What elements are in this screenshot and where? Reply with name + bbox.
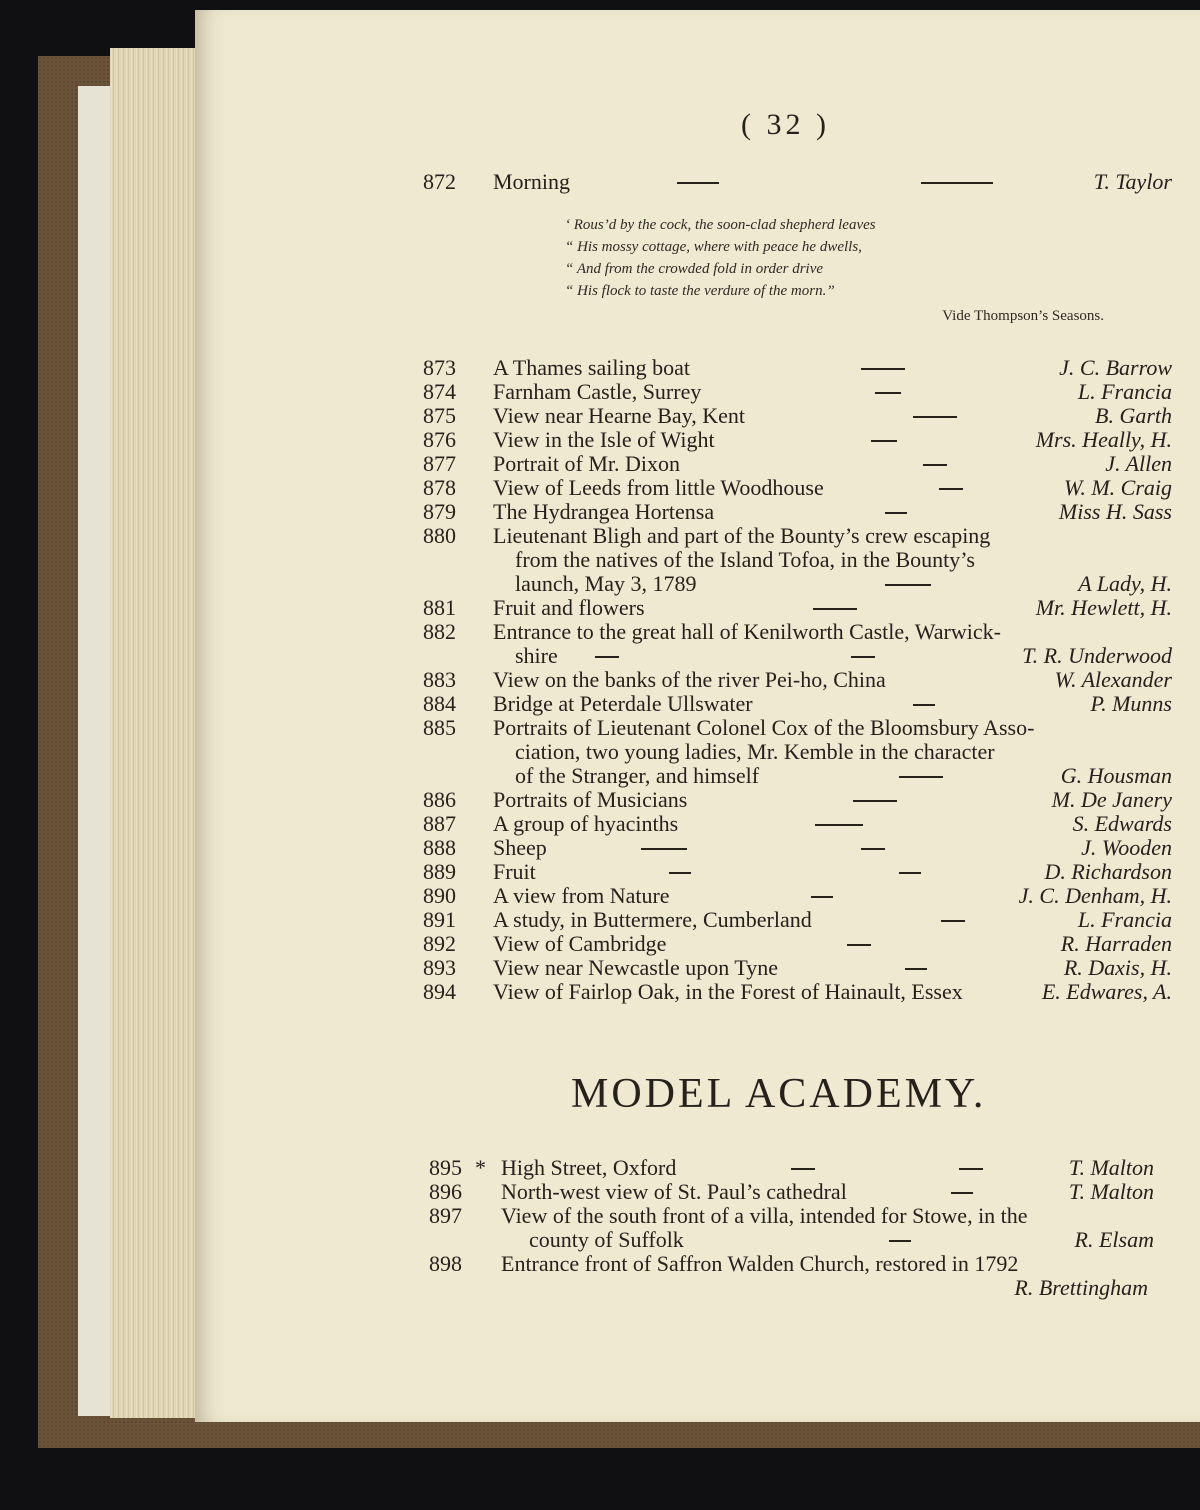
- entry-title-line: from the natives of the Island Tofoa, in the Bounty’s: [515, 547, 975, 572]
- entry-number: 887: [423, 811, 456, 836]
- dash-rule: [913, 704, 935, 706]
- entry-title: Portraits of Musicians: [493, 787, 688, 812]
- entry-artist: A Lady, H.: [1078, 571, 1172, 596]
- list-item-continuation: [195, 572, 1200, 596]
- entry-mark: *: [475, 1155, 486, 1180]
- dash-rule: [875, 392, 901, 394]
- entry-title: View of Leeds from little Woodhouse: [493, 475, 824, 500]
- entry-title: A Thames sailing boat: [493, 355, 690, 380]
- entry-title-line: launch, May 3, 1789: [515, 571, 697, 596]
- list-item: [195, 356, 1200, 380]
- dash-rule: [669, 872, 691, 874]
- list-item: [195, 428, 1200, 452]
- entry-artist: P. Munns: [1090, 691, 1172, 716]
- list-item: [195, 1204, 1200, 1228]
- entry-number: 882: [423, 619, 456, 644]
- entry-artist: J. C. Denham, H.: [1018, 883, 1172, 908]
- entry-title-line: county of Suffolk: [529, 1227, 684, 1252]
- dash-rule: [861, 848, 885, 850]
- list-item-continuation: [195, 644, 1200, 668]
- entry-number: 877: [423, 451, 456, 476]
- dash-rule: [959, 1168, 983, 1170]
- entry-artist: T. Malton: [1068, 1179, 1154, 1204]
- dash-rule: [941, 920, 965, 922]
- entry-title: View of the south front of a villa, intended for Stowe, in the: [501, 1203, 1028, 1228]
- entry-title: Portrait of Mr. Dixon: [493, 451, 680, 476]
- dash-rule: [811, 896, 833, 898]
- entry-artist: Mr. Hewlett, H.: [1035, 595, 1172, 620]
- dash-rule: [791, 1168, 815, 1170]
- entry-number: 879: [423, 499, 456, 524]
- list-item: [195, 812, 1200, 836]
- dash-rule: [921, 182, 993, 184]
- list-item: [195, 1180, 1200, 1204]
- entry-number: 878: [423, 475, 456, 500]
- entry-number: 895: [429, 1155, 462, 1180]
- list-item: [195, 668, 1200, 692]
- entry-number: 888: [423, 835, 456, 860]
- quote-line: ‘ Rous’d by the cock, the soon-clad shepherd leaves: [565, 217, 876, 233]
- entry-artist: R. Daxis, H.: [1063, 955, 1172, 980]
- entry-title: A view from Nature: [493, 883, 670, 908]
- quote-source: Vide Thompson’s Seasons.: [942, 308, 1104, 324]
- entry-title: View on the banks of the river Pei-ho, China: [493, 667, 886, 692]
- section-heading: MODEL ACADEMY.: [571, 1071, 987, 1117]
- dash-rule: [871, 440, 897, 442]
- dash-rule: [913, 416, 957, 418]
- dash-rule: [939, 488, 963, 490]
- entry-artist: T. R. Underwood: [1022, 643, 1172, 668]
- dash-rule: [813, 608, 857, 610]
- entry-title-line: shire: [515, 643, 558, 668]
- list-item: [195, 860, 1200, 884]
- entry-title-line: of the Stranger, and himself: [515, 763, 760, 788]
- quote-line: “ His flock to taste the verdure of the morn.”: [565, 283, 835, 299]
- list-item: [195, 788, 1200, 812]
- entry-artist: Miss H. Sass: [1058, 499, 1172, 524]
- entry-number: 880: [423, 523, 456, 548]
- entry-title: The Hydrangea Hortensa: [493, 499, 715, 524]
- entry-number: 891: [423, 907, 456, 932]
- list-item: [195, 692, 1200, 716]
- dash-rule: [885, 584, 931, 586]
- entry-number: 897: [429, 1203, 462, 1228]
- entry-title: Fruit and flowers: [493, 595, 645, 620]
- dash-rule: [899, 872, 921, 874]
- entry-number: 873: [423, 355, 456, 380]
- list-item: [195, 452, 1200, 476]
- entry-number: 875: [423, 403, 456, 428]
- entry-number: 889: [423, 859, 456, 884]
- list-item: [195, 380, 1200, 404]
- entry-artist: G. Housman: [1060, 763, 1172, 788]
- entry-title: View near Newcastle upon Tyne: [493, 955, 779, 980]
- entry-artist: D. Richardson: [1044, 859, 1172, 884]
- entry-title: A group of hyacinths: [493, 811, 679, 836]
- entry-title: View of Fairlop Oak, in the Forest of Hainault, Essex: [493, 979, 963, 1004]
- entry-title: Entrance to the great hall of Kenilworth Castle, Warwick-: [493, 619, 1001, 644]
- list-item: [195, 716, 1200, 740]
- entry-artist: B. Garth: [1095, 403, 1172, 428]
- list-item: [195, 1156, 1200, 1180]
- list-item: [195, 620, 1200, 644]
- list-item-continuation: [195, 1228, 1200, 1252]
- entry-title: Lieutenant Bligh and part of the Bounty’s crew escaping: [493, 523, 991, 548]
- list-item: [195, 524, 1200, 548]
- dash-rule: [899, 776, 943, 778]
- dash-rule: [847, 944, 871, 946]
- quote-line: “ And from the crowded fold in order drive: [565, 261, 824, 277]
- list-item-continuation: [195, 740, 1200, 764]
- entry-artist: L. Francia: [1077, 379, 1172, 404]
- list-item-continuation: [195, 548, 1200, 572]
- dash-rule: [853, 800, 897, 802]
- dash-rule: [889, 1240, 911, 1242]
- entry-number: 892: [423, 931, 456, 956]
- dash-rule: [905, 968, 927, 970]
- list-item-continuation: [195, 764, 1200, 788]
- entry-title: Entrance front of Saffron Walden Church, restored in 1792: [501, 1251, 1019, 1276]
- entry-title: View of Cambridge: [493, 931, 667, 956]
- list-item-continuation: [195, 1276, 1200, 1300]
- entry-title: Farnham Castle, Surrey: [493, 379, 702, 404]
- list-item: [195, 836, 1200, 860]
- entry-artist: W. M. Craig: [1064, 475, 1172, 500]
- dash-rule: [677, 182, 719, 184]
- entry-artist: S. Edwards: [1072, 811, 1172, 836]
- list-item: [195, 170, 1200, 194]
- entry-artist: R. Brettingham: [1014, 1275, 1148, 1300]
- entry-number: 883: [423, 667, 456, 692]
- entry-number: 885: [423, 715, 456, 740]
- entry-number: 898: [429, 1251, 462, 1276]
- entry-title: View near Hearne Bay, Kent: [493, 403, 745, 428]
- entry-number: 874: [423, 379, 456, 404]
- entry-title: Sheep: [493, 835, 547, 860]
- entry-title: High Street, Oxford: [501, 1155, 677, 1180]
- entry-artist: T. Malton: [1068, 1155, 1154, 1180]
- dash-rule: [815, 824, 863, 826]
- entry-title-line: ciation, two young ladies, Mr. Kemble in the character: [515, 739, 995, 764]
- list-item: [195, 596, 1200, 620]
- entry-number: 890: [423, 883, 456, 908]
- list-item: [195, 980, 1200, 1004]
- list-item: [195, 1252, 1200, 1276]
- dash-rule: [923, 464, 947, 466]
- entry-artist: J. Allen: [1105, 451, 1172, 476]
- entry-title: Fruit: [493, 859, 536, 884]
- entry-number: 894: [423, 979, 456, 1004]
- entry-title: Morning: [493, 169, 570, 194]
- dash-rule: [861, 368, 905, 370]
- entry-artist: E. Edwares, A.: [1041, 979, 1172, 1004]
- entry-number: 876: [423, 427, 456, 452]
- entry-artist: R. Harraden: [1060, 931, 1172, 956]
- list-item: [195, 500, 1200, 524]
- entry-number: 886: [423, 787, 456, 812]
- entry-number: 872: [423, 169, 456, 194]
- entry-artist: Mrs. Heally, H.: [1035, 427, 1172, 452]
- dash-rule: [851, 656, 875, 658]
- dash-rule: [885, 512, 907, 514]
- dash-rule: [641, 848, 687, 850]
- entry-artist: T. Taylor: [1093, 169, 1172, 194]
- list-item: [195, 404, 1200, 428]
- entry-number: 881: [423, 595, 456, 620]
- entry-title: North-west view of St. Paul’s cathedral: [501, 1179, 847, 1204]
- dash-rule: [595, 656, 619, 658]
- entry-artist: J. C. Barrow: [1059, 355, 1172, 380]
- entry-artist: M. De Janery: [1051, 787, 1172, 812]
- list-item: [195, 884, 1200, 908]
- entry-artist: R. Elsam: [1074, 1227, 1154, 1252]
- list-item: [195, 932, 1200, 956]
- entry-number: 884: [423, 691, 456, 716]
- entry-artist: L. Francia: [1077, 907, 1172, 932]
- entry-title: Bridge at Peterdale Ullswater: [493, 691, 753, 716]
- entry-artist: W. Alexander: [1054, 667, 1172, 692]
- entry-title: Portraits of Lieutenant Colonel Cox of the Bloomsbury Asso-: [493, 715, 1035, 740]
- catalogue-page: [195, 10, 1200, 1422]
- dash-rule: [951, 1192, 973, 1194]
- page-number: ( 32 ): [741, 108, 830, 141]
- entry-title: View in the Isle of Wight: [493, 427, 715, 452]
- entry-number: 893: [423, 955, 456, 980]
- entry-artist: J. Wooden: [1081, 835, 1172, 860]
- entry-title: A study, in Buttermere, Cumberland: [493, 907, 812, 932]
- list-item: [195, 908, 1200, 932]
- list-item: [195, 476, 1200, 500]
- quote-line: “ His mossy cottage, where with peace he dwells,: [565, 239, 862, 255]
- list-item: [195, 956, 1200, 980]
- entry-number: 896: [429, 1179, 462, 1204]
